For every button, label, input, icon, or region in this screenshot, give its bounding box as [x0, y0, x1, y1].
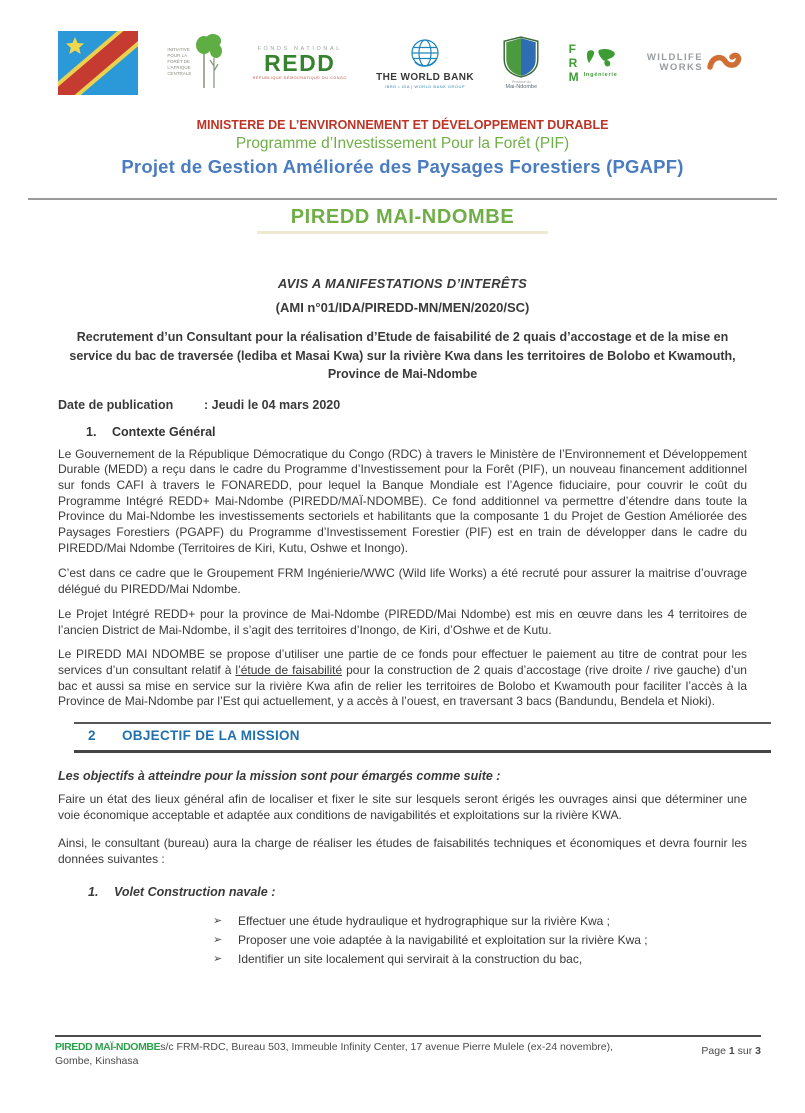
section-1-heading [58, 425, 747, 439]
cafi-logo [167, 34, 223, 92]
underlined-phrase: l’étude de faisabilité [235, 662, 343, 677]
section-2-title: OBJECTIF DE LA MISSION [122, 728, 300, 744]
objective-paragraph-1: Faire un état des lieux général afin de localiser et fixer le site sur lesquels seront érigés les ouvrages ainsi que déterminer une voie économique acceptable et adaptée aux conditions de navigabilités et exploitations sur la rivière KWA. [58, 792, 747, 822]
world-bank-subtext: IBRD • IDA | WORLD BANK GROUP [385, 83, 466, 89]
cafi-text-line: POUR LA [167, 53, 188, 58]
world-map-icon [584, 48, 618, 70]
cafi-logo-text [167, 47, 191, 77]
swirl-icon [707, 50, 743, 76]
document-body [58, 276, 747, 967]
globe-icon [409, 38, 441, 70]
list-item-text: Identifier un site localement qui servirait à la construction du bac, [238, 951, 583, 966]
list-item-text: Effectuer une étude hydraulique et hydrographique sur la rivière Kwa ; [238, 913, 611, 928]
context-paragraph-4-text: Le PIREDD MAI NDOMBE se propose d’utiliser une partie de ce fonds pour effectuer le paiement au titre de contrat pour les services d’un consultant relatif à [58, 647, 747, 677]
task-list [58, 913, 747, 967]
world-bank-name: THE WORLD BANK [376, 71, 474, 83]
frm-ingenierie-logo [569, 42, 618, 84]
publication-date-row [58, 398, 747, 412]
arrow-bullet-icon: ➢ [213, 952, 223, 965]
context-paragraph-2: C’est dans ce cadre que le Groupement FRM Ingénierie/WWC (Wild life Works) a été recruté pour assurer la maitrise d’ouvrage délégué du PIREDD/Mai Ndombe. [58, 566, 747, 597]
frm-subtext: Ingénierie [583, 72, 618, 78]
footer-address-block [55, 1040, 615, 1068]
list-item-text: Proposer une voie adaptée à la navigabilité et exploitation sur la rivière Kwa ; [238, 932, 648, 947]
page-number: 1 [728, 1045, 735, 1057]
trees-icon [195, 34, 223, 92]
ww-text-line: WORKS [659, 62, 703, 73]
logo-strip [58, 28, 743, 98]
shield-name: Mai-Ndombe [505, 84, 538, 90]
section-2-number: 2 [88, 728, 96, 744]
header-divider [28, 198, 777, 200]
shield-subtext: Province du [512, 80, 531, 84]
section-1-title: Contexte Général [112, 424, 216, 439]
fonds-national-redd-logo [253, 46, 347, 80]
piredd-banner-text: PIREDD MAI-NDOMBE [257, 206, 549, 234]
arrow-bullet-icon: ➢ [213, 914, 223, 927]
ww-text-line: WILDLIFE [646, 51, 703, 63]
notice-reference: (AMI n°01/IDA/PIREDD-MN/MEN/2020/SC) [275, 300, 530, 315]
frm-letter: R [568, 56, 578, 70]
publication-date-value: : Jeudi le 04 mars 2020 [204, 397, 341, 412]
list-item [213, 913, 747, 929]
context-paragraph-4 [58, 647, 747, 710]
arrow-bullet-icon: ➢ [213, 933, 223, 946]
page-word: Page [701, 1045, 726, 1057]
program-title: Programme d’Investissement Pour la Forêt (PIF) [235, 135, 570, 152]
cafi-text-line: L’AFRIQUE [167, 65, 191, 70]
redd-sub-text: RÉPUBLIQUE DÉMOCRATIQUE DU CONGO [252, 76, 347, 80]
page-total: 3 [755, 1045, 761, 1057]
frm-letter: F [568, 42, 576, 56]
cafi-text-line: FORÊT DE [167, 59, 190, 64]
frm-letters [569, 42, 579, 84]
objective-intro: Les objectifs à atteindre pour la mission sont pour émargés comme suite : [58, 769, 501, 784]
context-paragraph-4-text: pour la construction de 2 quais d’accostage (rive droite / rive gauche) d’un bac et aussi sa mise en service sur la rivière Kwa afin de relier les territoires de Bolobo et Kwamouth pour faciliter l’accès à la Province de Mai-Ndombe par l’Est qui actuellement, y a accès à l’ouest, en traversant 3 bacs (Bandundu, Bendela et Nioki). [58, 662, 747, 709]
subsection-heading [58, 885, 747, 899]
cafi-text-line: INITIATIVE [167, 47, 190, 52]
notice-subject: Recrutement d’un Consultant pour la réalisation d’Etude de faisabilité de 2 quais d’accostage et de la mise en service du bac de traversée (lediba et Masai Kwa) sur la rivière Kwa dans les territoires de Bolobo et Kwamouth, Province de Mai-Ndombe [69, 330, 736, 381]
cafi-text-line: CENTRALE [167, 71, 192, 76]
objective-paragraph-2: Ainsi, le consultant (bureau) aura la charge de réaliser les études de faisabilités techniques et économiques et devra fournir les données suivantes : [58, 836, 747, 867]
page-footer [55, 1035, 761, 1068]
context-paragraph-3: Le Projet Intégré REDD+ pour la province de Mai-Ndombe (PIREDD/Mai Ndombe) est mis en œuvre dans les 4 territoires de l’ancien District de Mai-Ndombe, il s’agit des territoires d’Inongo, de Kiri, d’Oshwe et de Kutu. [58, 606, 747, 637]
drc-flag-icon [58, 31, 138, 95]
world-bank-logo [376, 38, 474, 89]
publication-date-label: Date de publication [58, 397, 174, 412]
list-item [213, 932, 747, 948]
mai-ndombe-shield-logo [503, 36, 539, 90]
drc-flag-logo [58, 31, 138, 95]
context-paragraph-1: Le Gouvernement de la République Démocratique du Congo (RDC) à travers le Ministère de l’Environnement et Développement Durable (MEDD) a reçu dans le cadre du Programme d’Investissement pour la Forêt (PIF), un nouveau financement additionnel sur fonds CAFI à travers le FONAREDD, pour lequel la Banque Mondiale est l’Agence fiduciaire, pour couvrir le coût du Programme Intégré REDD+ Mai-Ndombe (PIREDD/MAÏ-NDOMBE). Ce fond additionnel va permettre d’étendre dans toute la Province du Mai-Ndombe les investissements sectoriels et habilitants que la composante 1 du Projet de Gestion Améliorée des Paysages Forestiers (PGAPF) du Programme d’Investissement Forestier (PIF) est en train de développer dans le cadre du PIREDD/Mai Ndombe (Territoires de Kiri, Kutu, Oshwe et Inongo). [58, 446, 747, 555]
wildlife-works-logo [647, 50, 743, 76]
redd-top-text: FONDS NATIONAL [257, 46, 342, 52]
shield-icon [503, 36, 539, 78]
ministry-title: MINISTERE DE L’ENVIRONNEMENT ET DÉVELOPPEMENT DURABLE [196, 118, 609, 132]
section-1-number: 1. [86, 424, 97, 439]
subsection-title: Volet Construction navale : [114, 884, 276, 899]
project-title: Projet de Gestion Améliorée des Paysages Forestiers (PGAPF) [121, 156, 684, 177]
page-of-word: sur [737, 1045, 753, 1057]
subsection-number: 1. [88, 884, 99, 899]
page-indicator [701, 1040, 761, 1068]
redd-main-text: REDD [264, 50, 336, 76]
section-2-heading [74, 722, 771, 753]
piredd-banner [0, 206, 805, 234]
list-item [213, 951, 747, 967]
footer-org-name: PIREDD MAÏ-NDOMBE [55, 1041, 161, 1053]
wildlife-works-text [647, 53, 703, 74]
frm-letter: M [568, 70, 579, 84]
notice-title: AVIS A MANIFESTATIONS D’INTERÊTS [277, 276, 528, 291]
footer-address: s/c FRM-RDC, Bureau 503, Immeuble Infinity Center, 17 avenue Pierre Mulele (ex-24 novembre), Gombe, Kinshasa [55, 1041, 614, 1067]
